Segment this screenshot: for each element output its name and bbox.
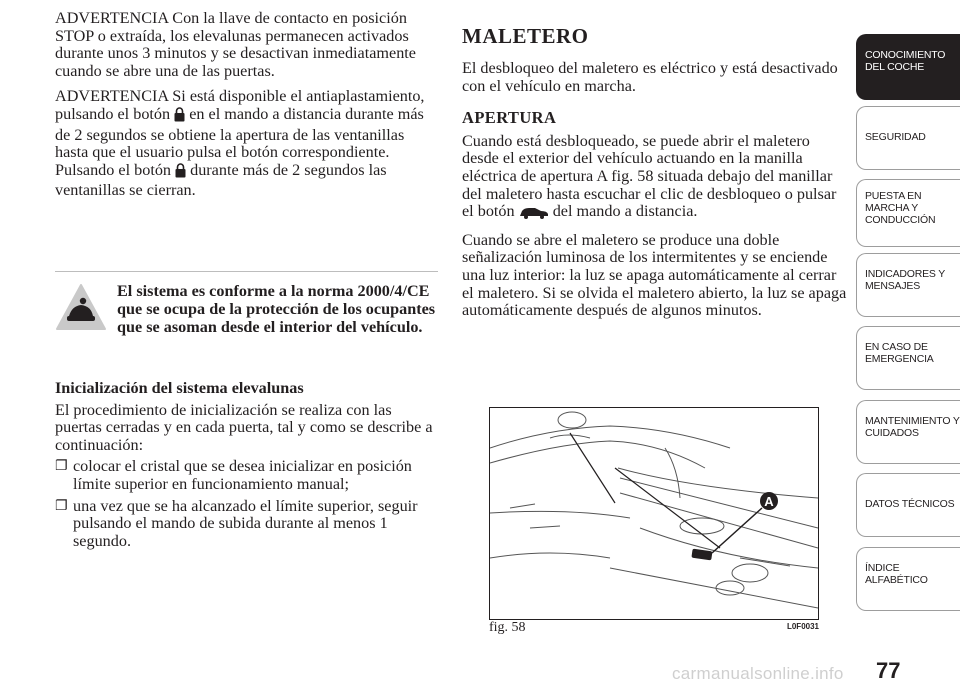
section-heading: APERTURA [462, 108, 557, 128]
init-intro: El procedimiento de inicialización se realiza con las puertas cerradas y en cada puerta, tal y como se describe a continuación: [55, 400, 433, 454]
tab-label: INDICADORES Y MENSAJES [865, 268, 946, 292]
intro-paragraph: El desbloqueo del maletero es eléctrico y está desactivado con el vehículo en marcha. [462, 59, 838, 95]
left-column [55, 10, 440, 208]
section-divider [55, 271, 438, 272]
padlock-icon [175, 163, 186, 183]
tab-puesta-en-marcha[interactable] [856, 179, 960, 247]
warning-triangle-icon [55, 283, 111, 335]
tab-emergencia[interactable] [856, 326, 960, 390]
tab-label: EN CASO DE EMERGENCIA [865, 341, 934, 365]
warning-text: El sistema es conforme a la norma 2000/4/CE que se ocupa de la protección de los ocupantes que se asoman desde el interior del vehículo. [117, 282, 436, 336]
p1-part-b: del mando a distancia. [552, 202, 698, 221]
p2-part-b: en el mando a distancia durante más de 2 segundos se obtiene la apertura de las ventanillas hasta que el usuario pulsa el botón correspondiente. Pulsando el botón [55, 104, 424, 179]
opening-paragraph-1 [462, 133, 850, 224]
list-item [55, 498, 440, 551]
watermark: carmanualsonline.info [672, 664, 844, 683]
list-item [55, 458, 440, 493]
right-column [462, 24, 850, 328]
p2-part-a: ADVERTENCIA Si está disponible el antiaplastamiento, pulsando el botón [55, 87, 425, 123]
tab-conocimiento-del-coche[interactable] [856, 34, 960, 100]
bullet-text: una vez que se ha alcanzado el límite superior, seguir pulsando el mando de subida durante al menos 1 segundo. [73, 496, 418, 550]
tab-label: DATOS TÉCNICOS [865, 498, 955, 510]
tab-indicadores[interactable] [856, 253, 960, 317]
warning-paragraph-2 [55, 88, 440, 200]
p2-part-c: durante más de 2 segundos las ventanillas se cierran. [55, 160, 387, 200]
warning-paragraph-1: ADVERTENCIA Con la llave de contacto en posición STOP o extraída, los elevalunas permanecen activados durante unos 3 minutos y se desactivan inmediatamente cuando se abre una de las puertas. [55, 9, 416, 80]
p1-part-a: Cuando está desbloqueado, se puede abrir el maletero desde el exterior del vehículo actuando en la manilla eléctrica de apertura A fig. 58 situada debajo del manillar del maletero hasta escuchar el clic de desbloqueo o pulsar el botón [462, 131, 837, 221]
figure-code: L0F0031 [786, 622, 819, 631]
figure-label: fig. 58 [489, 620, 526, 635]
warning-box [55, 283, 440, 336]
tab-label: CONOCIMIENTO DEL COCHE [865, 49, 946, 73]
bullet-box-icon: ❐ [55, 497, 68, 514]
figure-58-image [489, 407, 819, 620]
tab-indice-alfabetico[interactable] [856, 547, 960, 611]
page-number: 77 [876, 658, 901, 683]
tab-label: ÍNDICE ALFABÉTICO [865, 562, 928, 586]
tab-label: MANTENIMIENTO Y CUIDADOS [865, 415, 960, 439]
figure-callout-a: A [764, 494, 774, 509]
bullet-text: colocar el cristal que se desea inicializar en posición límite superior en funcionamiento manual; [73, 457, 412, 493]
tab-seguridad[interactable] [856, 106, 960, 170]
bullet-box-icon: ❐ [55, 458, 68, 475]
tab-label: SEGURIDAD [865, 131, 926, 143]
tab-mantenimiento[interactable] [856, 400, 960, 464]
tab-datos-tecnicos[interactable] [856, 473, 960, 537]
car-trunk-icon [519, 205, 549, 224]
chapter-tabs [856, 0, 960, 640]
padlock-icon [174, 107, 185, 127]
init-heading: Inicialización del sistema elevalunas [55, 379, 304, 397]
initialization-section [55, 380, 440, 554]
figure-caption [489, 620, 819, 636]
page-title: MALETERO [462, 24, 589, 48]
opening-paragraph-2: Cuando se abre el maletero se produce una doble señalización luminosa de los intermitentes y se enciende una luz interior: la luz se apaga automáticamente al cerrar el maletero. Si se olvida el maletero abierto, la luz se apaga automáticamente después de algunos minutos. [462, 230, 847, 320]
tab-label: PUESTA EN MARCHA Y CONDUCCIÓN [865, 190, 936, 226]
